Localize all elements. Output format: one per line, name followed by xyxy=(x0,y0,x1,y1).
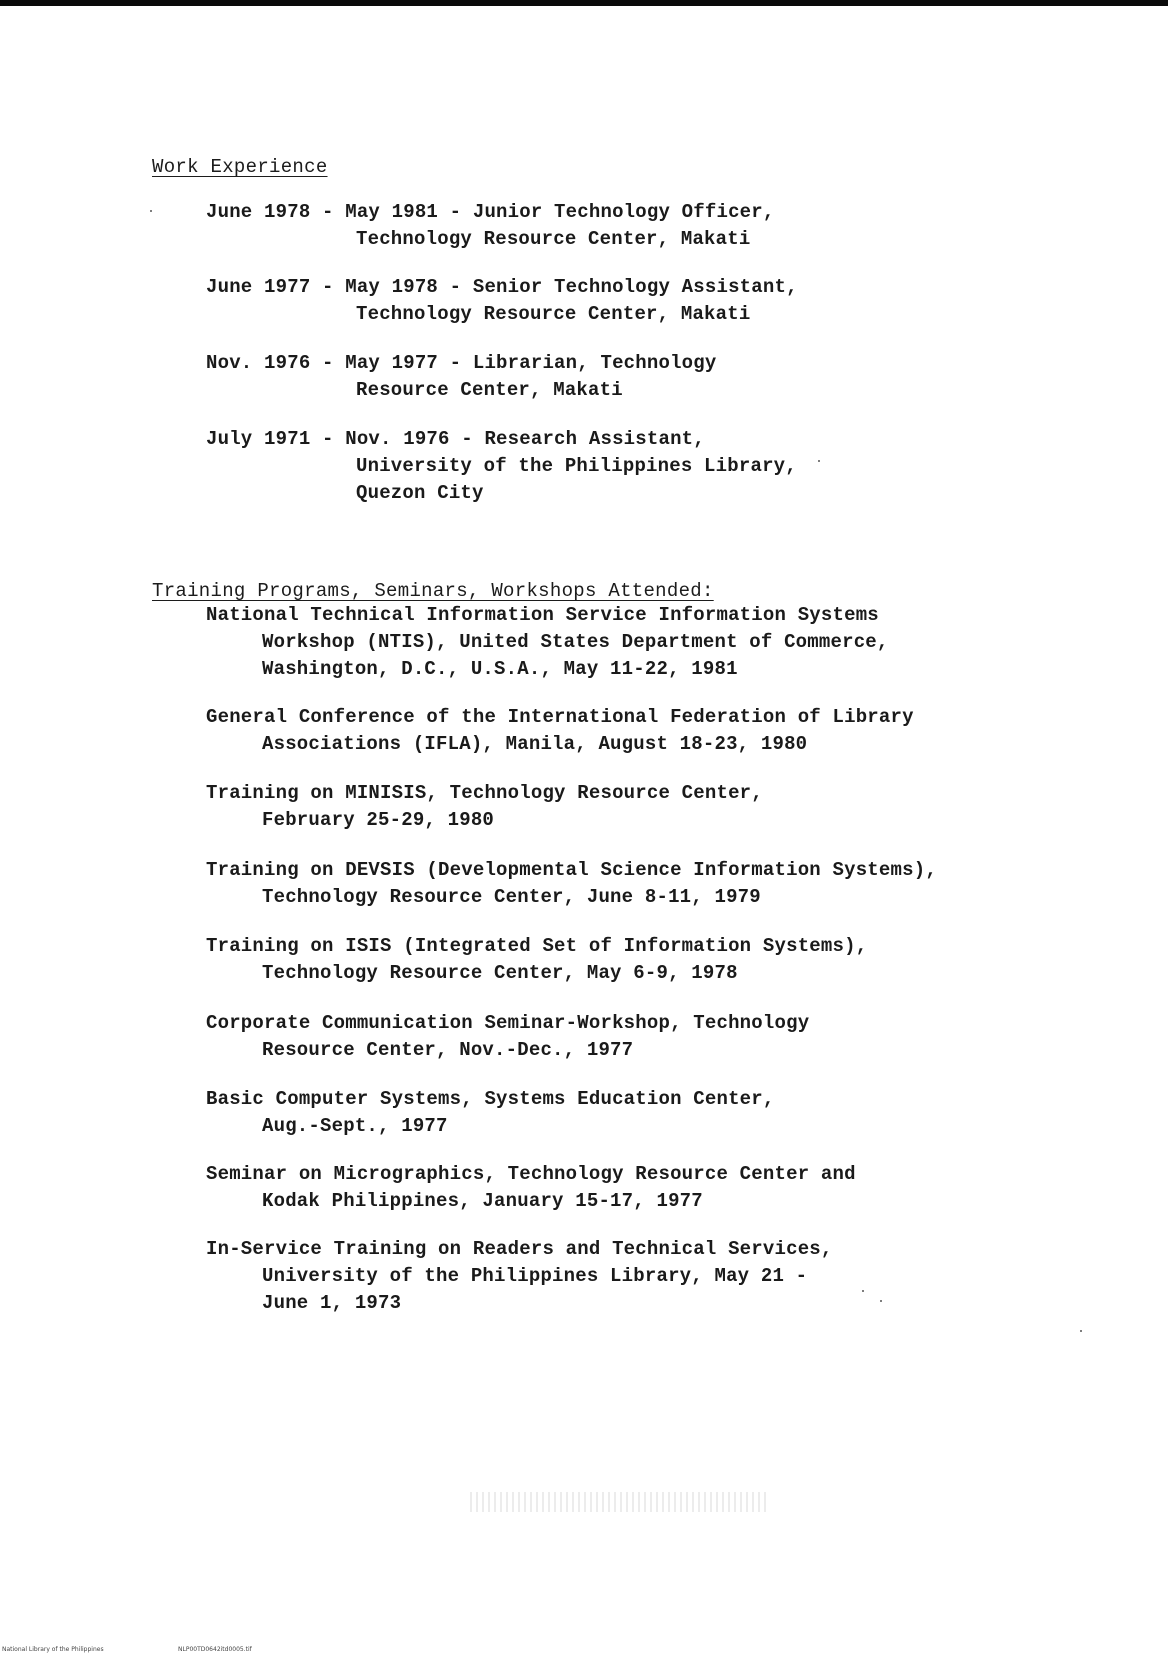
training-entry xyxy=(206,1010,809,1064)
work-entry-line: Resource Center, Makati xyxy=(356,379,623,401)
training-entry xyxy=(206,1086,775,1140)
scan-smudge xyxy=(470,1492,770,1512)
scan-speck xyxy=(862,1290,864,1292)
work-entry-line: July 1971 - Nov. 1976 - Research Assistant, xyxy=(206,428,705,450)
training-entry-line: Workshop (NTIS), United States Department of Commerce, xyxy=(262,631,889,653)
training-entry xyxy=(206,704,914,758)
work-experience-heading: Work Experience xyxy=(152,156,328,178)
training-entry-line: Associations (IFLA), Manila, August 18-23, 1980 xyxy=(262,733,808,755)
archive-label: National Library of the Philippines xyxy=(2,1646,104,1653)
training-entry-line: Training on DEVSIS (Developmental Science Information Systems), xyxy=(206,859,937,881)
work-entry xyxy=(206,426,797,507)
training-entry-line: Technology Resource Center, June 8-11, 1979 xyxy=(262,886,761,908)
training-entry-line: Technology Resource Center, May 6-9, 1978 xyxy=(262,962,738,984)
work-entry xyxy=(206,350,716,404)
work-entry xyxy=(206,274,798,328)
scan-speck xyxy=(818,460,820,462)
scan-speck xyxy=(150,210,152,212)
training-entry xyxy=(206,780,763,834)
training-entry-line: Aug.-Sept., 1977 xyxy=(262,1115,448,1137)
training-entry-line: National Technical Information Service Information Systems xyxy=(206,604,879,626)
work-entry xyxy=(206,199,775,253)
training-entry-line: General Conference of the International Federation of Library xyxy=(206,706,914,728)
work-entry-line: Quezon City xyxy=(356,482,484,504)
scan-speck xyxy=(1080,1330,1082,1332)
training-entry xyxy=(206,1161,856,1215)
training-entry-line: Training on MINISIS, Technology Resource Center, xyxy=(206,782,763,804)
work-entry-line: June 1978 - May 1981 - Junior Technology Officer, xyxy=(206,201,775,223)
training-entry xyxy=(206,933,867,987)
training-entry-line: February 25-29, 1980 xyxy=(262,809,495,831)
scan-filename: NLP00TD0642itd0005.tif xyxy=(178,1646,252,1653)
training-entry-line: Corporate Communication Seminar-Workshop, Technology xyxy=(206,1012,810,1034)
training-entry xyxy=(206,1236,833,1317)
training-entry-line: Resource Center, Nov.-Dec., 1977 xyxy=(262,1039,634,1061)
training-entry-line: In-Service Training on Readers and Technical Services, xyxy=(206,1238,833,1260)
training-entry-line: June 1, 1973 xyxy=(262,1292,402,1314)
training-entry xyxy=(206,857,937,911)
training-entry-line: Training on ISIS (Integrated Set of Information Systems), xyxy=(206,935,868,957)
work-entry-line: June 1977 - May 1978 - Senior Technology Assistant, xyxy=(206,276,798,298)
work-entry-line: Nov. 1976 - May 1977 - Librarian, Technology xyxy=(206,352,717,374)
work-entry-line: Technology Resource Center, Makati xyxy=(356,303,751,325)
training-entry-line: Seminar on Micrographics, Technology Resource Center and xyxy=(206,1163,856,1185)
training-entry-line: Washington, D.C., U.S.A., May 11-22, 1981 xyxy=(262,658,738,680)
training-entry-line: University of the Philippines Library, May 21 - xyxy=(262,1265,808,1287)
training-entry-line: Basic Computer Systems, Systems Education Center, xyxy=(206,1088,775,1110)
work-entry-line: Technology Resource Center, Makati xyxy=(356,228,751,250)
scan-speck xyxy=(880,1300,882,1302)
training-heading: Training Programs, Seminars, Workshops Attended: xyxy=(152,580,714,602)
scan-top-border xyxy=(0,0,1168,6)
training-entry-line: Kodak Philippines, January 15-17, 1977 xyxy=(262,1190,703,1212)
training-entry xyxy=(206,602,889,683)
work-entry-line: University of the Philippines Library, xyxy=(356,455,797,477)
